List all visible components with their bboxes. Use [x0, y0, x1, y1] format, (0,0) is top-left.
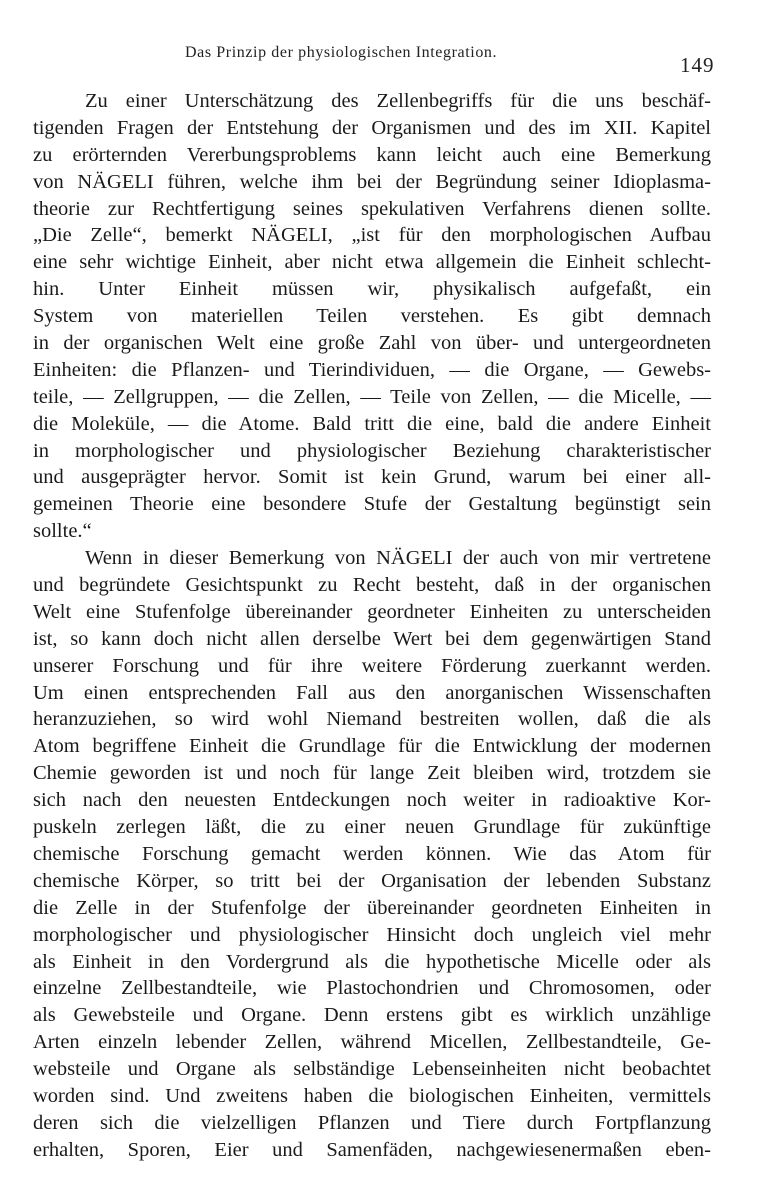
text-line: gemeinen Theorie eine besondere Stufe der Gestaltung begünstigt sein: [33, 493, 711, 516]
text-line: Chemie geworden ist und noch für lange Zeit bleiben wird, trotzdem sie: [33, 762, 711, 785]
text-line: Wenn in dieser Bemerkung von NÄGELI der auch von mir vertretene: [85, 547, 711, 570]
text-line: in morphologischer und physiologischer Beziehung charakteristischer: [33, 439, 711, 462]
text-line: erhalten, Sporen, Eier und Samenfäden, nachgewiesenermaßen eben-: [33, 1138, 711, 1161]
text-line: Arten einzeln lebender Zellen, während Micellen, Zellbestandteile, Ge-: [33, 1031, 711, 1054]
text-line: unserer Forschung und für ihre weitere Förderung zuerkannt werden.: [33, 654, 711, 677]
text-line: hin. Unter Einheit müssen wir, physikalisch aufgefaßt, ein: [33, 278, 711, 301]
text-line: morphologischer und physiologischer Hinsicht doch ungleich viel mehr: [33, 923, 711, 946]
text-line: websteile und Organe als selbständige Lebenseinheiten nicht beobachtet: [33, 1058, 711, 1081]
text-line: chemische Forschung gemacht werden können. Wie das Atom für: [33, 842, 711, 865]
text-line: chemische Körper, so tritt bei der Organisation der lebenden Substanz: [33, 869, 711, 892]
text-line: von NÄGELI führen, welche ihm bei der Begründung seiner Idioplasma-: [33, 170, 711, 193]
text-line: „Die Zelle“, bemerkt NÄGELI, „ist für den morphologischen Aufbau: [33, 224, 711, 247]
text-line: deren sich die vielzelligen Pflanzen und Tiere durch Fortpflanzung: [33, 1111, 711, 1134]
text-line: Einheiten: die Pflanzen- und Tierindividuen, — die Organe, — Gewebs-: [33, 358, 711, 381]
running-head: Das Prinzip der physiologischen Integration.: [185, 44, 498, 61]
text-line: Zu einer Unterschätzung des Zellenbegriffs für die uns beschäf-: [85, 90, 711, 112]
text-line: sich nach den neuesten Entdeckungen noch weiter in radioaktive Kor-: [33, 789, 711, 812]
page-number: 149: [680, 53, 715, 77]
text-line: Atom begriffene Einheit die Grundlage für die Entwicklung der modernen: [33, 735, 711, 758]
text-line: System von materiellen Teilen verstehen. Es gibt demnach: [33, 305, 711, 328]
text-line: die Zelle in der Stufenfolge der übereinander geordneten Einheiten in: [33, 896, 711, 919]
text-line: sollte.“: [33, 520, 92, 543]
text-line: zu erörternden Vererbungsproblems kann leicht auch eine Bemerkung: [33, 143, 711, 166]
text-line: ist, so kann doch nicht allen derselbe Wert bei dem gegenwärtigen Stand: [33, 627, 711, 650]
text-line: einzelne Zellbestandteile, wie Plastochondrien und Chromosomen, oder: [33, 977, 711, 1000]
text-line: als Gewebsteile und Organe. Denn erstens gibt es wirklich unzählige: [33, 1004, 711, 1027]
text-line: teile, — Zellgruppen, — die Zellen, — Teile von Zellen, — die Micelle, —: [33, 385, 711, 408]
text-line: eine sehr wichtige Einheit, aber nicht etwa allgemein die Einheit schlecht-: [33, 251, 711, 274]
text-line: in der organischen Welt eine große Zahl von über- und untergeordneten: [33, 332, 711, 355]
text-line: Um einen entsprechenden Fall aus den anorganischen Wissenschaften: [33, 681, 711, 704]
text-line: die Moleküle, — die Atome. Bald tritt die eine, bald die andere Einheit: [33, 412, 711, 435]
text-line: puskeln zerlegen läßt, die zu einer neuen Grundlage für zukünftige: [33, 816, 711, 839]
body-text: [33, 88, 711, 1164]
text-line: worden sind. Und zweitens haben die biologischen Einheiten, vermittels: [33, 1084, 711, 1107]
text-line: theorie zur Rechtfertigung seines spekulativen Verfahrens dienen sollte.: [33, 197, 711, 220]
text-line: Welt eine Stufenfolge übereinander geordneter Einheiten zu unterscheiden: [33, 600, 711, 623]
text-line: und begründete Gesichtspunkt zu Recht besteht, daß in der organischen: [33, 574, 711, 597]
text-line: tigenden Fragen der Entstehung der Organismen und des im XII. Kapitel: [33, 116, 711, 139]
text-line: und ausgeprägter hervor. Somit ist kein Grund, warum bei einer all-: [33, 466, 711, 489]
text-line: heranzuziehen, so wird wohl Niemand bestreiten wollen, daß die als: [33, 708, 711, 731]
text-line: als Einheit in den Vordergrund als die hypothetische Micelle oder als: [33, 950, 711, 973]
